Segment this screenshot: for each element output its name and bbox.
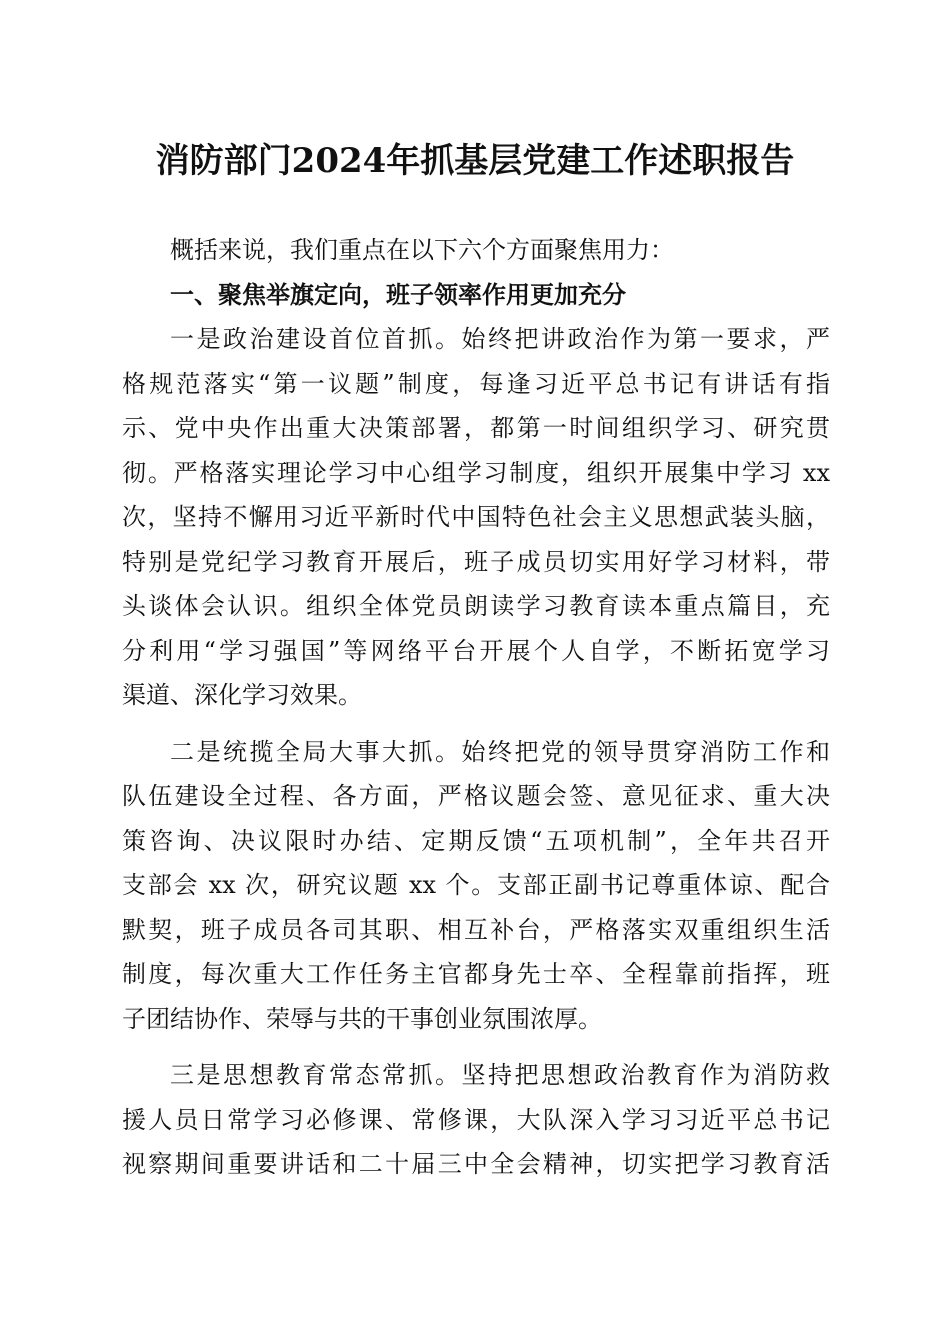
paragraph-line: 默契，班子成员各司其职、相互补台，严格落实双重组织生活 [122, 915, 830, 944]
paragraph-line: 队伍建设全过程、各方面，严格议题会签、意见征求、重大决 [122, 782, 830, 810]
paragraph-line: 视察期间重要讲话和二十届三中全会精神，切实把学习教育活 [122, 1150, 830, 1178]
paragraph-line: 援人员日常学习必修课、常修课，大队深入学习习近平总书记 [122, 1105, 830, 1134]
paragraph-line: 示、党中央作出重大决策部署，都第一时间组织学习、研究贯 [122, 414, 830, 442]
paragraph-line: 策咨询、决议限时办结、定期反馈“五项机制”，全年共召开 [122, 826, 830, 855]
section-heading: 一、聚焦举旗定向，班子领率作用更加充分 [170, 279, 626, 309]
paragraph-line: 三是思想教育常态常抓。坚持把思想政治教育作为消防救 [170, 1061, 830, 1089]
intro-paragraph: 概括来说，我们重点在以下六个方面聚焦用力： [170, 236, 674, 264]
paragraph-line: 二是统揽全局大事大抓。始终把党的领导贯穿消防工作和 [170, 737, 830, 766]
paragraph-line: 特别是党纪学习教育开展后，班子成员切实用好学习材料，带 [122, 547, 830, 576]
paragraph-line: 制度，每次重大工作任务主官都身先士卒、全程靠前指挥，班 [122, 960, 830, 988]
document-body [122, 228, 830, 1187]
paragraph-line: 支部会 xx 次，研究议题 xx 个。支部正副书记尊重体谅、配合 [122, 871, 830, 899]
paragraph-line: 彻。严格落实理论学习中心组学习制度，组织开展集中学习 xx [122, 458, 830, 487]
paragraph-line: 分利用“学习强国”等网络平台开展个人自学，不断拓宽学习 [122, 636, 830, 665]
document-title: 消防部门2024年抓基层党建工作述职报告 [155, 141, 795, 181]
paragraph-line: 次，坚持不懈用习近平新时代中国特色社会主义思想武装头脑， [122, 503, 830, 531]
paragraph-line: 头谈体会认识。组织全体党员朗读学习教育读本重点篇目，充 [122, 592, 830, 620]
paragraph-line: 子团结协作、荣辱与共的干事创业氛围浓厚。 [122, 1004, 602, 1033]
paragraph-spacing [122, 718, 830, 730]
paragraph-line: 格规范落实“第一议题”制度，每逢习近平总书记有讲话有指 [122, 369, 830, 398]
paragraph-line: 一是政治建设首位首抓。始终把讲政治作为第一要求，严 [170, 325, 830, 353]
paragraph-spacing [122, 1041, 830, 1053]
paragraph-line: 渠道、深化学习效果。 [122, 681, 362, 709]
